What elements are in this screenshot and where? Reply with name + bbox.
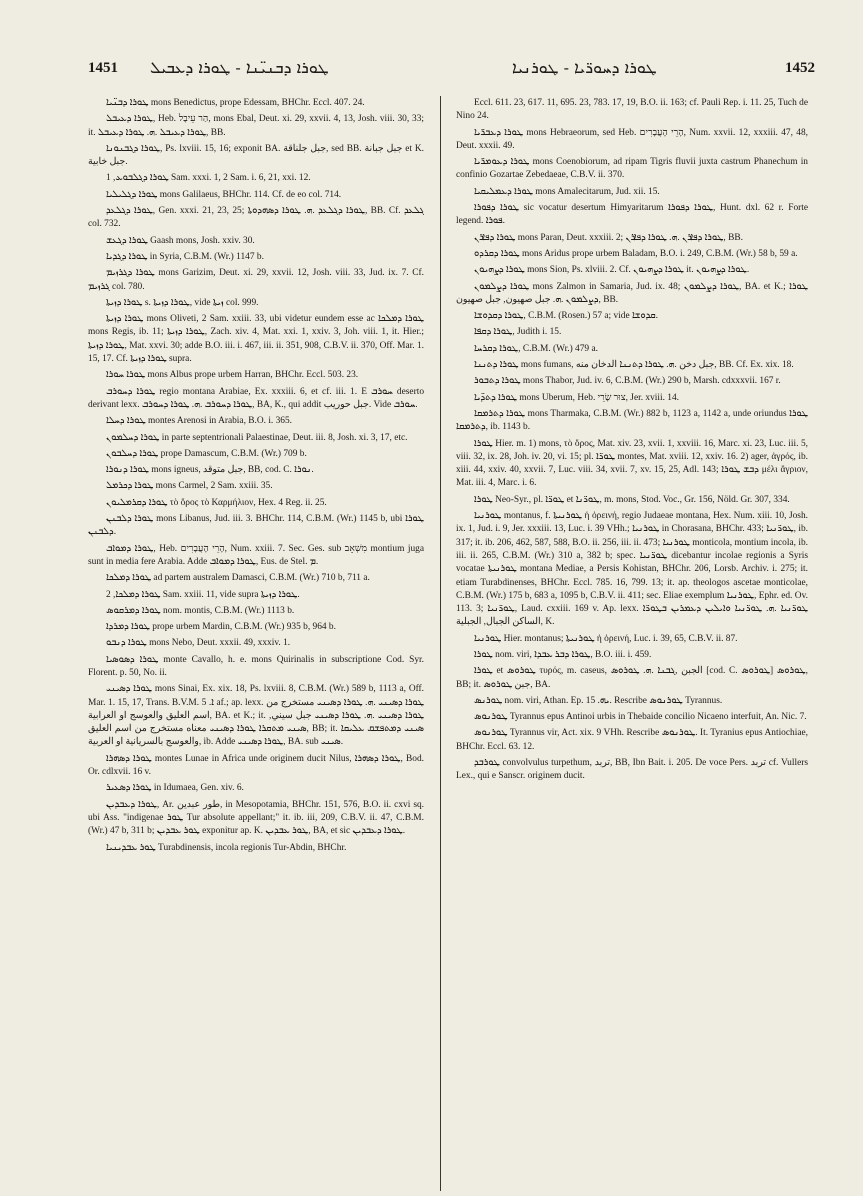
dictionary-entry: ܛܘܪܐ ܕܚܠܐ montes Arenosi in Arabia, B.O. i. 365.: [106, 416, 293, 427]
dictionary-entry: ܛܘܪܐ ܕܟܪܡܠ mons Carmel, 2 Sam. xxiii. 35.: [106, 481, 273, 492]
left-column: [88, 97, 424, 1191]
right-column: [456, 97, 808, 1191]
column-divider: [440, 96, 441, 1191]
dictionary-entry: ܛܘܪܐ ܕܣܝܢܝ mons Sinai, Ex. xix. 18, Ps. lxviii. 8, C.B.M. (Wr.) 589 b, 1113 a, Off. Mar. 1. 15, 17, Trans. B.V.M. ܐ. 5 af.; ap. lexx. ܛܘܪܐ ܕܣܝܢܝ .ܗ. ܛܘܪܐ ܕܣܝܢܝ مستخرج من اسم العليق والعوسج او العرابية, BA. et K.; it. ܛܘܪܐ ܕܣܝܢܝ .ܗ. ܛܘܪܐ ܕܣܝܢܝ جبل سيني, ܣܝܢܝ ܡܬܩܪܐ ܛܘܪܐ ܕܣܝܢܝ معناه مستخرج من اسم العليق, BB; it. ܣܝܢܝ ܕܡܬܦܫܩ ܥܠܝܩܐ والعوسج بالسريانية او العربية, ib. Adde ܛܘܪܐ ܕܣܝܢܝ, BA. sub ܣܝܢܝ.: [88, 684, 424, 748]
dictionary-entry: ܛܘܪܒܕ convolvulus turpethum, تربد, BB, Ibn Bait. i. 205. De voce Pers. تربد cf. Vullers Lex., qui e Sanscr. originem ducit.: [456, 758, 808, 782]
dictionary-entry: ܛܘܪܐ ܕܦܐܪܢ mons Paran, Deut. xxxiii. 2; ܛܘܪܐ ܕܦܐܪܢ .ܗ. ܛܘܪܐ ܕܦܐܪܢ, BB.: [474, 232, 743, 243]
dictionary-entry: ܛܘܪܢܘܣ Tyrannus vir, Act. xix. 9 VHh. Rescribe ܛܘܪܢܘܣ. It. Tyranius epus Antiochiae, BHChr. Eccl. 63. 12.: [456, 728, 808, 752]
dictionary-entry: ܛܘܪܐ ܕܨܠܡܘܢ mons Zalmon in Samaria, Jud. ix. 48; ܛܘܪܐ ܕܨܠܡܘܢ, BA. et K.; ܛܘܪܐ ܕܨܠܡܘܢ .ܗ. جبل صهيون, جبل صهيون, BB.: [456, 281, 808, 305]
dictionary-entry: ܛܘܪܐ nom. viri, ܛܘܪܐ ܕܒܪ ܥܒܕܐ, B.O. iii. i. 459.: [474, 649, 652, 660]
right-running-title: ܛܘܪܐ ܕܚܘܪ̈ܝܐ - ܛܘܪܢܝܐ: [512, 58, 657, 77]
dictionary-entry: ܛܘܪܢܘܣ Tyrannus epus Antinoi urbis in Thebaide concilio Nicaeno interfuit, An. Nic. 7.: [474, 712, 807, 723]
page-header: [0, 0, 863, 90]
dictionary-entry: ܛܘܪܐ ܕܩܪܕܘ mons Aridus prope urbem Baladam, B.O. i. 249, C.B.M. (Wr.) 58 b, 59 a.: [474, 248, 798, 259]
dictionary-entry: ܛܘܪܐ ܚܘܪܐ mons Albus prope urbem Harran, BHChr. Eccl. 503. 23.: [106, 370, 359, 381]
dictionary-entry: ܛܘܪܐ ܕܩܪܡܠܝܘܢ τὸ ὄρος τὸ Καρμήλιον, Hex. 4 Reg. ii. 25.: [106, 497, 327, 508]
dictionary-entry: ܛܘܪܐ ܕܓܒܢܘܢܐ, Ps. lxviii. 15, 16; exponit BA. جبل جلناقة, sed BB. جبل جبانة et K. جبل خابية.: [88, 143, 424, 168]
dictionary-entry: ܛܘܪܐ ܕܡܘܐܒ, Heb. הָרֵי הָעֲבָרִים, Num. xxiii. 7. Sec. Ges. sub מִשְׁאָב montium juga sunt in media fere Arabia. Adde ܛܘܪܐ ܕܡܘܐܒ, Eus. de Stel. ܡ.: [88, 543, 424, 567]
dictionary-entry: ܛܘܪܢܣ nom. viri, Athan. Ep. ܝܗ. 15. Rescribe ܛܘܪܢܘܣ Tyrannus.: [474, 695, 723, 706]
dictionary-entry: ܛܘܪܐ ܕܥܒܪ̈ܝܐ mons Hebraeorum, sed Heb. הָרֵי הָעֲבָרִים, Num. xxvii. 12, xxxiii. 47, 48, Deut. xxxii. 49.: [456, 127, 808, 151]
dictionary-entry: ܛܘܪܐ ܕܩܪܚܐ, C.B.M. (Wr.) 479 a.: [474, 343, 598, 354]
dictionary-entry: ܛܘܪܐ ܕܡܪܕܐ prope urbem Mardin, C.B.M. (Wr.) 935 b, 964 b.: [106, 622, 336, 633]
dictionary-entry: ܛܘܪܐ ܕܣܘܣܝܐ monte Cavallo, h. e. mons Quirinalis in subscriptione Cod. Syr. Florent. p. 50, No. ii.: [88, 654, 424, 678]
dictionary-entry: ܛܘܪܐ ܕܥܘܡܪ̈ܝܐ mons Coenobiorum, ad ripam Tigris fluvii juxta castrum Phanechum in confinio Gozartae Zebedaeae, C.B.V. ii. 370.: [456, 157, 808, 181]
dictionary-entry: ܛܘܪܐ ܕܙܝܬܐ mons Oliveti, 2 Sam. xxiii. 33, ubi videtur eundem esse ac ܛܘܪܐ ܕܡܠܟܐ mons Regis, ib. 11; ܛܘܪܐ ܕܙܝܬܐ, Zach. xiv. 4, Mat. xxi. 1, xxiv. 3, Joh. viii. 1, it. Hier.; ܛܘܪܐ ܕܙܝܬܐ, Mat. xxvi. 30; adde B.O. iii. i. 467, iii. ii. 351, 908, C.B.V. ii. 370, Off. Mar. 1. 15, 17. Cf. ܛܘܪܐ ܕܙܝܬܐ supra.: [88, 314, 424, 365]
dictionary-entry: ܛܘܪܐ ܕܚܠܡܘܢ in parte septentrionali Palaestinae, Deut. iii. 8, Josh. xi. 3, 17, etc.: [106, 432, 408, 443]
dictionary-entry: ܛܘܪܐ ܕܥܒܕܝܢ, Ar. طور عبدين, in Mesopotamia, BHChr. 151, 576, B.O. ii. cxvi sq. ubi Ass. "indigenae ܛܘܪ Tur absolute appellant;" it. ib. iii, 209, C.B.V. ii. 47, C.B.M. (Wr.) 47 b, 311 b; ܛܘܪ ܥܒܕܝܢ exponitur ap. K. ܛܘܪ ܥܒܕܝܢ, BA, et sic ܛܘܪܐ ܕܥܒܕܝܢ.: [88, 799, 424, 837]
dictionary-entry: Eccl. 611. 23, 617. 11, 695. 23, 783. 17, 19, B.O. ii. 163; cf. Pauli Rep. i. 11. 25, Tuch de Nino 24.: [456, 98, 808, 122]
dictionary-entry: ܛܘܪܐ ܕܡܪܩܘܣ nom. montis, C.B.M. (Wr.) 1113 b.: [106, 605, 295, 616]
dictionary-entry: ܛܘܪܐ ܕܠܒܢܢ mons Libanus, Jud. iii. 3. BHChr. 114, C.B.M. (Wr.) 1145 b, ubi ܛܘܪܐ ܕܠܒܢܢ.: [88, 514, 424, 538]
dictionary-entry: ܛܘܪܐ ܕܥܝܒܠ, Heb. הַר עֵיבָל, mons Ebal, Deut. xi. 29, xxvii. 4, 13, Josh. viii. 30, 33; it. ܛܘܪܐ ܕܥܝܒܠ .ܗ. ܛܘܪܐ ܕܥܝܒܠ, BB.: [88, 114, 424, 138]
dictionary-entry: ܛܘܪܐ ܕܓܠܝܠܝܐ mons Galilaeus, BHChr. 114. Cf. de eo col. 714.: [106, 189, 342, 200]
dictionary-entry: ܛܘܪܐ ܕܓܪܙܝܡ mons Garizim, Deut. xi. 29, xxvii. 12, Josh. viii. 33, Jud. ix. 7. Cf. ܓܪܙܝܡ col. 780.: [88, 268, 424, 292]
dictionary-entry: ܛܘܪܐ ܕܓܠܥܕ, Gen. xxxi. 21, 23, 25; ܛܘܪܐ ܕܓܠܥܕ .ܗ. ܛܘܪܐ ܕܣܗܕܘܬܐ, BB. Cf. ܓܠܥܕ col. 732.: [88, 206, 424, 230]
dictionary-entry: ܛܘܪܐ ܕܡܠܟܐ ad partem australem Damasci, C.B.M. (Wr.) 710 b, 711 a.: [106, 573, 370, 584]
dictionary-entry: ܛܘܪܐ ܕܥܡܠܝܩܝܐ mons Amalecitarum, Jud. xii. 15.: [474, 186, 660, 197]
dictionary-entry: ܛܘܪ ܥܒܕܝܢܝܐ Turabdinensis, incola regionis Tur-Abdin, BHChr.: [106, 842, 347, 853]
dictionary-entry: ܛܘܪܐ ܕܡܠܟܐ, 2 Sam. xxiii. 11, vide supra ܛܘܪܐ ܕܙܝܬܐ.: [106, 589, 300, 600]
dictionary-entry: ܛܘܪܐ ܕܓܥܫ Gaash mons, Josh. xxiv. 30.: [106, 235, 255, 246]
dictionary-entry: ܛܘܪܐ ܕܚܠܒܘܢ prope Damascum, C.B.M. (Wr.) 709 b.: [106, 448, 307, 459]
dictionary-entry: ܛܘܪܐ ܕܣܥܝܪ in Idumaea, Gen. xiv. 6.: [106, 783, 244, 794]
dictionary-entry: ܛܘܪܐ ܕܚܘܪܒ regio montana Arabiae, Ex. xxxiii. 6, et cf. iii. 1. E ܚܘܪܒ deserto derivant lexx. ܛܘܪܐ ܕܚܘܪܒ .ܗ. ܛܘܪܐ ܕܚܘܪܒ, BA, K., qui addit جبل حوريب. Vide ܚܘܪܒ.: [88, 386, 424, 410]
right-page-number: 1452: [785, 60, 815, 76]
left-running-title: ܛܘܪܐ ܕܒܢܝ̈ܢܐ - ܛܘܪܐ ܕܥܒܝܠ: [150, 58, 329, 77]
dictionary-entry: ܛܘܪܐ ܕܩܕܘܫܐ, C.B.M. (Rosen.) 57 a; vide ܩܕܘܫܐ.: [474, 311, 658, 322]
dictionary-entry: ܛܘܪܐ Neo-Syr., pl. ܛܘܪ̈ܐ et ܛܘܪ̈ܢܐ, m. mons, Stod. Voc., Gr. 156, Nöld. Gr. 307, 334.: [474, 494, 790, 505]
dictionary-entry: ܛܘܪܐ ܕܓܠܒܘܥ, 1 Sam. xxxi. 1, 2 Sam. i. 6, 21, xxi. 12.: [106, 173, 311, 184]
left-page-number: 1451: [88, 60, 118, 76]
dictionary-entry: ܛܘܪܐ ܕܒܢ̈ܝܐ mons Benedictus, prope Edessam, BHChr. Eccl. 407. 24.: [106, 98, 365, 108]
dictionary-entry: ܛܘܪܐ ܕܢܒܘ mons Nebo, Deut. xxxii. 49, xxxiv. 1.: [106, 638, 291, 649]
dictionary-entry: ܛܘܪܐ ܕܣܗܪܐ montes Lunae in Africa unde originem ducit Nilus, ܛܘܪܐ ܕܣܗܪܐ, Bod. Or. cdlxvii. 16 v.: [88, 753, 424, 778]
dictionary-entry: ܛܘܪܐ ܕܨܗܝܘܢ mons Sion, Ps. xlviii. 2. Cf. ܛܘܪܐ ܕܨܗܝܘܢ it. ܛܘܪܐ ܕܨܗܝܘܢ.: [474, 265, 750, 276]
dictionary-entry: ܛܘܪܐ ܕܩܦܐ, Judith i. 15.: [474, 327, 562, 338]
dictionary-entry: ܛܘܪܐ ܕܬܢܢܐ mons fumans, جبل دخن .ܗ. ܛܘܪܐ ܕܬܢܢܐ الدخان منه, BB. Cf. Ex. xix. 18.: [474, 360, 794, 371]
dictionary-entry: ܛܘܪܢܝܐ Hier. montanus; ܛܘܪܢܝܬܐ ἡ ὀρεινή, Luc. i. 39, 65, C.B.V. ii. 87.: [474, 633, 738, 644]
dictionary-entry: ܛܘܪܐ ܕܓܕܝܐ in Syria, C.B.M. (Wr.) 1147 b.: [106, 251, 264, 262]
dictionary-entry: ܛܘܪܐ ܕܬܕ̈ܝܐ mons Uberum, Heb. צוּר שָׂרֵי, Jer. xviii. 14.: [474, 392, 679, 403]
dictionary-entry: ܛܘܪܐ ܕܙܝܬܐ s. ܛܘܪܐ ܕܙܝܬܐ, vide ܙܝܬܐ col. 999.: [106, 297, 259, 308]
dictionary-entry: ܛܘܪܐ ܕܢܘܪܐ mons igneus, جبل متوقد, BB, cod. C. ܢܘܪܐ.: [106, 465, 314, 476]
dictionary-entry: ܛܘܪܐ ܕܬܒܘܪ mons Thabor, Jud. iv. 6, C.B.M. (Wr.) 290 b, Marsh. cdxxxvii. 167 r.: [474, 376, 781, 387]
dictionary-entry: ܛܘܪܐ ܕܬܪܡܩܐ mons Tharmaka, C.B.M. (Wr.) 882 b, 1123 a, 1142 a, unde oriundus ܛܘܪܐ ܕܬܪܡܩܐ, ib. 1143 b.: [456, 408, 808, 433]
dictionary-entry: ܛܘܪܐ et ܛܘܪܘܣ τυρός, m. caseus, الجبن ,ܓܒܢܐ .ܗ. ܛܘܪܘܣ [cod. C. ܛܘܪܘܣ] ܛܘܪܘܣ, BB; it. جبن ܛܘܪܘܣ, BA.: [456, 666, 808, 690]
dictionary-entry: ܛܘܪܐ Hier. m. 1) mons, τὸ ὄρος, Mat. xiv. 23, xvii. 1, xxviii. 16, Marc. xi. 23, Luc. iii. 5, viii. 32, ix. 28, Joh. iv. 20, vi. 15; pl. ܛܘܪ̈ܐ montes, Mat. xviii. 12, xxiv. 16. 2) ager, ἀγρός, ib. xiii. 44, xxiv. 40, xxvii. 7, Luc. viii. 34, xvii. 7, xv. 15, 25, Adl. 143; ܕܒܫ ܛܘܪܐ μέλι ἄγριον, Mat. iii. 4, Marc. i. 6.: [456, 438, 808, 489]
dictionary-entry: ܛܘܪܢܝܐ montanus, f. ܛܘܪܢܝܬܐ ἡ ὀρεινή, regio Judaeae montana, Hex. Num. xiii. 10, Josh. ix. 1, Jud. i. 9, Jer. xxxiii. 13, Luc. i. 39 VHh.; ܛܘܪܢܝܐ in Chorasana, BHChr. 433; ܛܘܪ̈ܢܝܐ, ib. 317; it. ib. 206, 462, 587, 588, B.O. ii. 256, iii. ii. 473; ܛܘܪܢܝܐ monticola, montium incola, ib. iii. ii. 265, C.B.M. (Wr.) 310 a, 382 b; spec. ܛܘܪ̈ܢܝܐ dicebantur incolae regionis a Syris vocatae ܛܘܪܢܝܬܐ montana Mediae, a Persis Kohistan, BHChr. 206, Lorsb. Archiv. i. 275; it. etiam Turabdinenses, BHChr. Eccl. 785. 16, 799. 13; it. ap. theologos ascetae monticolae, C.B.M. (Wr.) 175 b, 683 a, 1095 b, C.B.V. ii. 411; sec. Eliae exemplum ܛܘܪܢܝܐ, Ephr. ed. Ov. 113. 3; ܛܘܪ̈ܢܝܐ, Laud. cxxiii. 169 v. Ap. lexx. ܛܘܪ̈ܢܝܐ .ܗ. ܛܘܪ̈ܢܝܐ ܘܐܝܠܝܢ ܕܥܡܪܝܢ ܒܛܘܪ̈ܐ الساكن الجبال, الجبلية, K.: [456, 511, 808, 628]
dictionary-entry: ܛܘܪܐ ܕܦܘܪܐ sic vocatur desertum Himyaritarum ܛܘܪܐ ܕܦܘܪܐ, Hunt. dxl. 62 r. Forte legend. ܦܘܪܐ.: [456, 203, 808, 227]
